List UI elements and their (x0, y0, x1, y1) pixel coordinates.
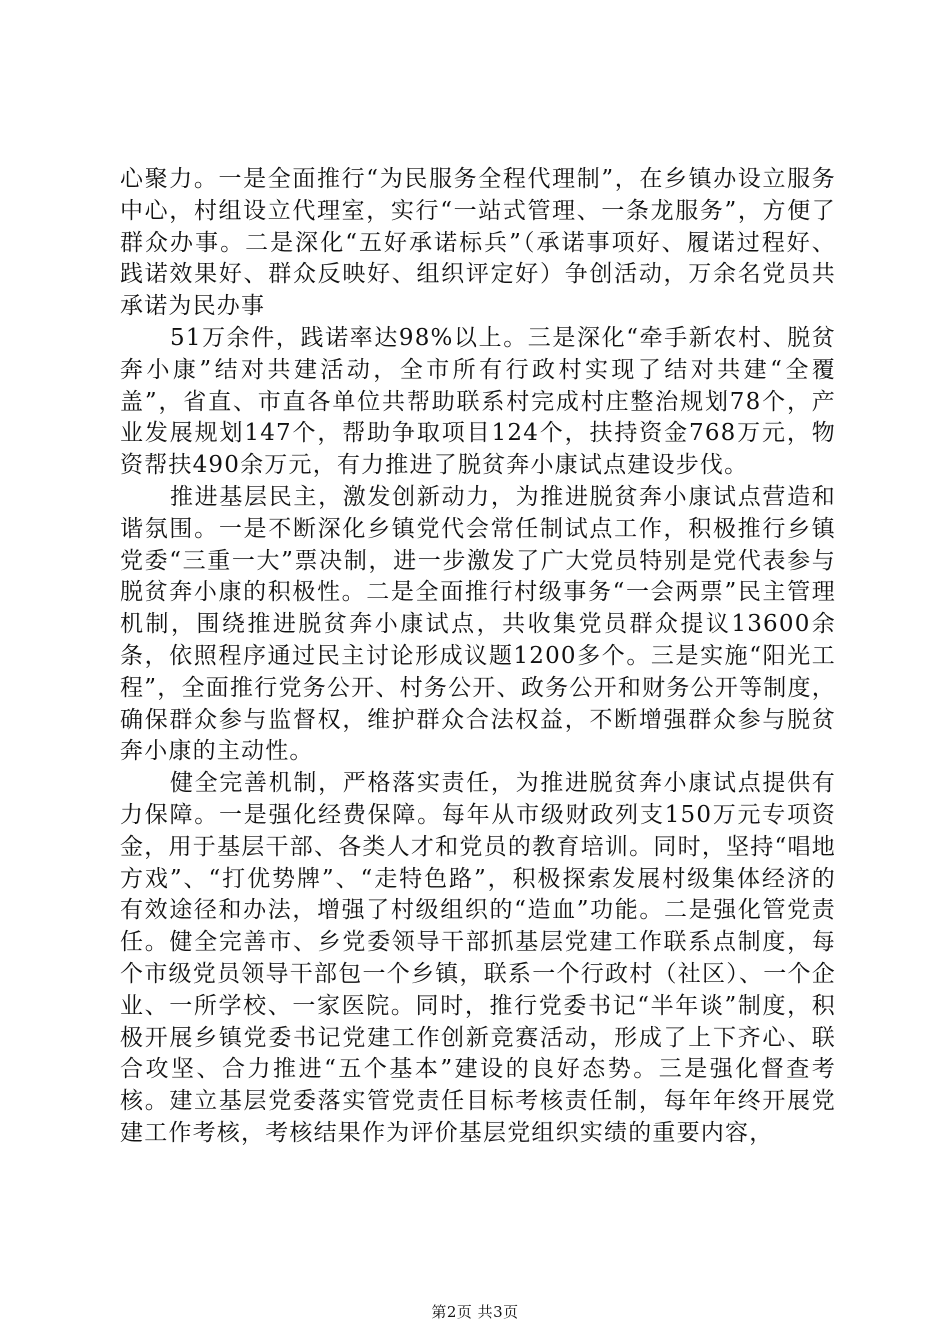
paragraph-mechanism-responsibility: 健全完善机制，严格落实责任，为推进脱贫奔小康试点提供有力保障。一是强化经费保障。每年从市级财政列支150万元专项资金，用于基层干部、各类人才和党员的教育培训。同时，坚持“唱地方戏”、“打优势牌”、“走特色路”，积极探索发展村级集体经济的有效途径和办法，增强了村级组织的“造血”功能。二是强化管党责任。健全完善市、乡党委领导干部抓基层党建工作联系点制度，每个市级党员领导干部包一个乡镇，联系一个行政村（社区）、一个企业、一所学校、一家医院。同时，推行党委书记“半年谈”制度，积极开展乡镇党委书记党建工作创新竞赛活动，形成了上下齐心、联合攻坚、合力推进“五个基本”建设的良好态势。三是强化督查考核。建立基层党委落实管党责任目标考核责任制，每年年终开展党建工作考核，考核结果作为评价基层党组织实绩的重要内容， (120, 770, 836, 1146)
paragraph-assistance-results: 51万余件，践诺率达98%以上。三是深化“牵手新农村、脱贫奔小康”结对共建活动，全市所有行政村实现了结对共建“全覆盖”，省直、市直各单位共帮助联系村完成村庄整治规划78个，产业发展规划147个，帮助争取项目124个，扶持资金768万元，物资帮扶490余万元，有力推进了脱贫奔小康试点建设步伐。 (120, 324, 836, 479)
paragraph-continuation: 心聚力。一是全面推行“为民服务全程代理制”，在乡镇办设立服务中心，村组设立代理室，实行“一站式管理、一条龙服务”，方便了群众办事。二是深化“五好承诺标兵”（承诺事项好、履诺过程好、践诺效果好、群众反映好、组织评定好）争创活动，万余名党员共承诺为民办事 (120, 166, 836, 320)
paragraph-grassroots-democracy: 推进基层民主，激发创新动力，为推进脱贫奔小康试点营造和谐氛围。一是不断深化乡镇党代会常任制试点工作，积极推行乡镇党委“三重一大”票决制，进一步激发了广大党员特别是党代表参与脱贫奔小康的积极性。二是全面推行村级事务“一会两票”民主管理机制，围绕推进脱贫奔小康试点，共收集党员群众提议13600余条，依照程序通过民主讨论形成议题1200多个。三是实施“阳光工程”，全面推行党务公开、村务公开、政务公开和财务公开等制度，确保群众参与监督权，维护群众合法权益，不断增强群众参与脱贫奔小康的主动性。 (120, 483, 836, 765)
document-body (120, 164, 836, 1150)
page-footer: 第2页 共3页 (431, 1303, 519, 1321)
